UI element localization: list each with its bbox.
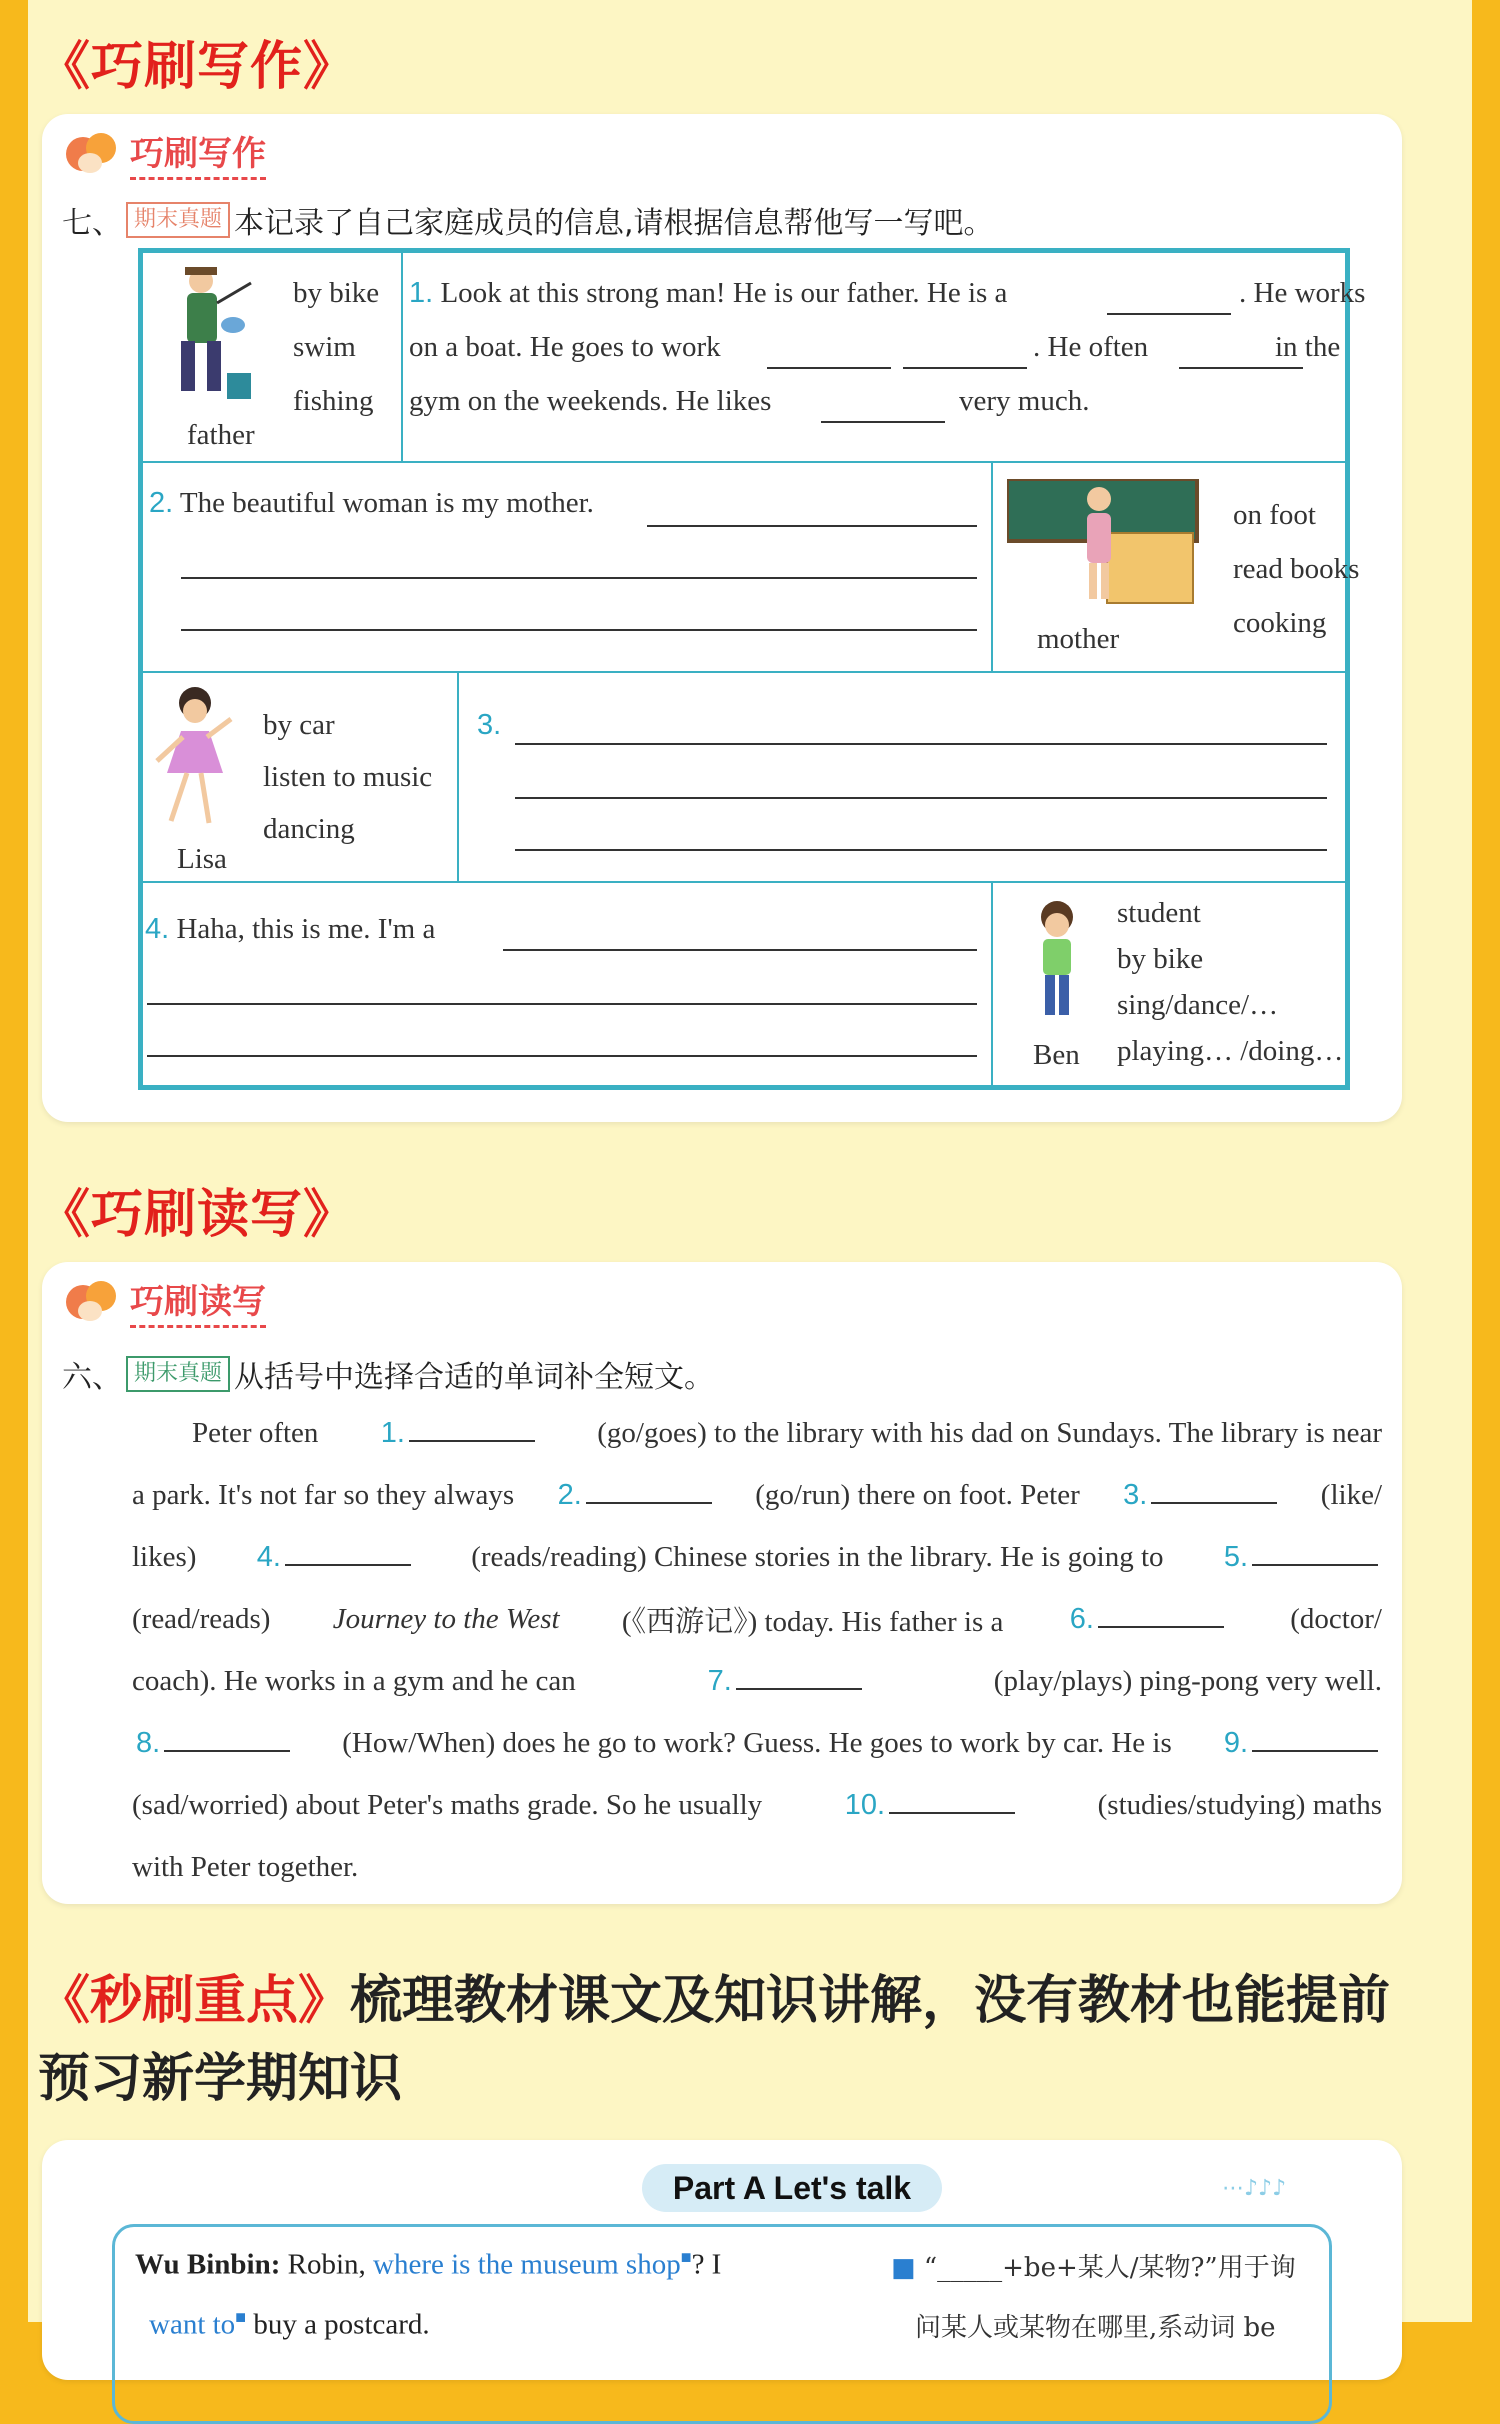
ben-hint-4: playing… /doing… — [1117, 1035, 1344, 1067]
blank-number: 8. — [136, 1727, 161, 1759]
item-number-3-text: 3. — [477, 709, 502, 741]
passage-text: (How/When) does he go to work? Guess. He goes to work by car. He is — [342, 1726, 1172, 1759]
answer-blank[interactable] — [1252, 1540, 1378, 1566]
father-label: father — [187, 419, 255, 451]
answer-blank[interactable] — [147, 1003, 977, 1005]
mascot-icon — [62, 1277, 122, 1325]
dialogue-text: buy a postcard. — [253, 2308, 430, 2341]
teacher-blackboard-icon — [1007, 479, 1207, 609]
card-header-label: 巧刷读写 — [130, 1274, 266, 1328]
answer-blank[interactable] — [181, 629, 977, 631]
answer-blank[interactable] — [515, 743, 1327, 745]
keypoints-title-rest: 梳理教材课文及知识讲解，没有教材也能提前预习新学期知识 — [38, 1971, 1391, 2109]
talk-card — [42, 2140, 1402, 2380]
exam-tag: 期末真题 — [126, 1356, 230, 1392]
passage-text: (go/run) there on foot. Peter — [755, 1478, 1080, 1511]
lisa-hint-2: listen to music — [263, 761, 433, 793]
blank-number: 2. — [557, 1479, 582, 1511]
mascot-icon — [62, 129, 122, 177]
mother-writing-cell — [141, 461, 993, 673]
dialogue-text: Robin, — [287, 2248, 366, 2281]
item-number-2: 2. — [149, 487, 174, 519]
part-a-title: Part A Let's talk — [672, 2170, 912, 2206]
dialogue-box — [112, 2224, 1332, 2424]
item-number-1: 1. — [409, 277, 434, 309]
mother-hint-3: cooking — [1233, 607, 1327, 639]
question-instruction — [62, 198, 994, 242]
speaker-name: Wu Binbin: — [135, 2248, 281, 2281]
mother-line-1 — [149, 487, 594, 520]
passage-text: (read/reads) — [132, 1602, 271, 1635]
passage-line — [132, 1588, 1382, 1650]
blank-number: 9. — [1223, 1727, 1248, 1759]
answer-blank[interactable] — [503, 949, 977, 951]
ben-hint-3: sing/dance/… — [1117, 989, 1279, 1021]
father-info-cell — [141, 251, 403, 463]
passage-text: (go/goes) to the library with his dad on Sundays. The library is near — [597, 1416, 1382, 1449]
ben-line-1 — [145, 913, 435, 946]
ben-hint-2: by bike — [1117, 943, 1204, 975]
ben-text: Haha, this is me. I'm a — [176, 913, 436, 945]
blank-number: 7. — [707, 1665, 732, 1697]
answer-blank[interactable] — [285, 1540, 411, 1566]
answer-blank[interactable] — [147, 1055, 977, 1057]
father-hint-1: by bike — [293, 277, 380, 309]
passage-text: (play/plays) ping-pong very well. — [993, 1664, 1382, 1697]
dialogue-line-2 — [149, 2307, 430, 2342]
fisherman-icon — [155, 263, 255, 413]
grammar-note-1 — [891, 2247, 1296, 2284]
mother-text: The beautiful woman is my mother. — [179, 487, 594, 519]
blank-number: 5. — [1223, 1541, 1248, 1573]
boy-icon — [1027, 899, 1087, 1029]
father-text-3b: very much. — [959, 385, 1090, 417]
lisa-writing-cell — [457, 671, 1347, 883]
answer-blank[interactable] — [903, 367, 1027, 369]
keypoints-title-red: 《秒刷重点》 — [38, 1971, 351, 2031]
passage-text: (reads/reading) Chinese stories in the library. He is going to — [471, 1540, 1164, 1573]
sound-wave-icon: ⋯♪♪♪ — [1222, 2176, 1287, 2201]
passage-text: (sad/worried) about Peter's maths grade. So he usually — [132, 1788, 763, 1821]
dialogue-line-1 — [135, 2247, 721, 2282]
ben-label: Ben — [1033, 1039, 1080, 1071]
answer-blank[interactable] — [1252, 1726, 1378, 1752]
note-marker-icon: ■ — [891, 2253, 916, 2283]
note-marker-icon: ■ — [235, 2307, 247, 2327]
father-text-2b: . He often — [1033, 331, 1149, 363]
reading-card — [42, 1262, 1402, 1904]
passage-text: (studies/studying) maths — [1097, 1788, 1382, 1821]
lisa-hint-1: by car — [263, 709, 335, 741]
father-text-2a: on a boat. He goes to work — [409, 331, 721, 363]
lisa-label: Lisa — [177, 843, 227, 875]
section-title-keypoints — [38, 1962, 1438, 2118]
father-writing-cell — [401, 251, 1366, 463]
writing-card — [42, 114, 1402, 1122]
answer-blank[interactable] — [1107, 313, 1231, 315]
answer-blank[interactable] — [409, 1416, 535, 1442]
question-number: 六、 — [62, 1360, 122, 1395]
key-phrase: want to — [149, 2308, 236, 2341]
passage-text: with Peter together. — [132, 1850, 359, 1883]
passage-text: (doctor/ — [1290, 1602, 1382, 1635]
answer-blank[interactable] — [647, 525, 977, 527]
answer-blank[interactable] — [515, 797, 1327, 799]
item-number-4: 4. — [145, 913, 170, 945]
answer-blank[interactable] — [164, 1726, 290, 1752]
answer-blank[interactable] — [767, 367, 891, 369]
note-marker-icon: ■ — [680, 2247, 692, 2267]
mother-hint-1: on foot — [1233, 499, 1316, 531]
item-number-3 — [477, 709, 501, 742]
blank-number: 3. — [1123, 1479, 1148, 1511]
passage-text: a park. It's not far so they always — [132, 1478, 515, 1511]
father-text-2c: in the — [1275, 331, 1341, 363]
instruction-text: 本记录了自己家庭成员的信息,请根据信息帮他写一写吧。 — [234, 206, 994, 241]
mother-hint-2: read books — [1233, 553, 1360, 585]
passage-line — [132, 1836, 1382, 1898]
lisa-info-cell — [141, 671, 459, 883]
book-title: Journey to the West — [332, 1602, 560, 1635]
section-title-writing: 《巧刷写作》 — [38, 37, 357, 97]
card-header — [62, 128, 266, 178]
dancer-girl-icon — [151, 681, 241, 831]
card-header-label: 巧刷写作 — [130, 126, 266, 180]
key-phrase: where is the museum shop — [373, 2248, 681, 2281]
ben-info-cell — [991, 881, 1347, 1087]
passage-line — [132, 1650, 1382, 1712]
answer-blank[interactable] — [736, 1664, 862, 1690]
exam-tag: 期末真题 — [126, 202, 230, 238]
passage-text: (like/ — [1320, 1478, 1382, 1511]
passage-line — [132, 1464, 1382, 1526]
section-title-reading: 《巧刷读写》 — [38, 1185, 357, 1245]
father-text-3a: gym on the weekends. He likes — [409, 385, 772, 417]
blank-number: 4. — [256, 1541, 281, 1573]
passage-line — [132, 1712, 1382, 1774]
father-hint-2: swim — [293, 331, 356, 363]
answer-blank[interactable] — [889, 1788, 1015, 1814]
ben-hint-1: student — [1117, 897, 1201, 929]
passage-line — [132, 1526, 1382, 1588]
answer-blank[interactable] — [1179, 367, 1303, 369]
question-instruction — [62, 1352, 714, 1396]
father-text-1b: . He works — [1239, 277, 1366, 309]
passage-text: likes) — [132, 1540, 197, 1573]
blank-number: 6. — [1069, 1603, 1094, 1635]
answer-blank[interactable] — [181, 577, 977, 579]
answer-blank[interactable] — [515, 849, 1327, 851]
mother-label: mother — [1037, 623, 1120, 655]
answer-blank[interactable] — [821, 421, 945, 423]
passage-line — [132, 1774, 1382, 1836]
answer-blank[interactable] — [1151, 1478, 1277, 1504]
part-a-header — [602, 2170, 982, 2214]
grammar-note-2: 问某人或某物在哪里,系动词 be — [915, 2313, 1276, 2343]
note-text: “_____+be+某人/某物?”用于询 — [923, 2253, 1296, 2283]
passage-text: (《西游记》) today. His father is a — [621, 1605, 1004, 1638]
father-text-1a: Look at this strong man! He is our father. He is a — [440, 277, 1008, 309]
blank-number: 1. — [380, 1417, 405, 1449]
dialogue-text: ? I — [691, 2248, 722, 2281]
father-hint-3: fishing — [293, 385, 374, 417]
passage-text: Peter often — [192, 1416, 319, 1449]
writing-grid — [138, 248, 1366, 1090]
cloze-passage — [132, 1402, 1382, 1898]
answer-blank[interactable] — [1098, 1602, 1224, 1628]
card-header — [62, 1276, 266, 1326]
father-line-1 — [409, 277, 1007, 310]
lisa-hint-3: dancing — [263, 813, 355, 845]
ben-writing-cell — [141, 881, 993, 1087]
question-number: 七、 — [62, 206, 122, 241]
blank-number: 10. — [844, 1789, 886, 1821]
answer-blank[interactable] — [586, 1478, 712, 1504]
mother-info-cell — [991, 461, 1360, 673]
passage-text: coach). He works in a gym and he can — [132, 1664, 576, 1697]
passage-line — [132, 1402, 1382, 1464]
instruction-text: 从括号中选择合适的单词补全短文。 — [234, 1360, 715, 1395]
